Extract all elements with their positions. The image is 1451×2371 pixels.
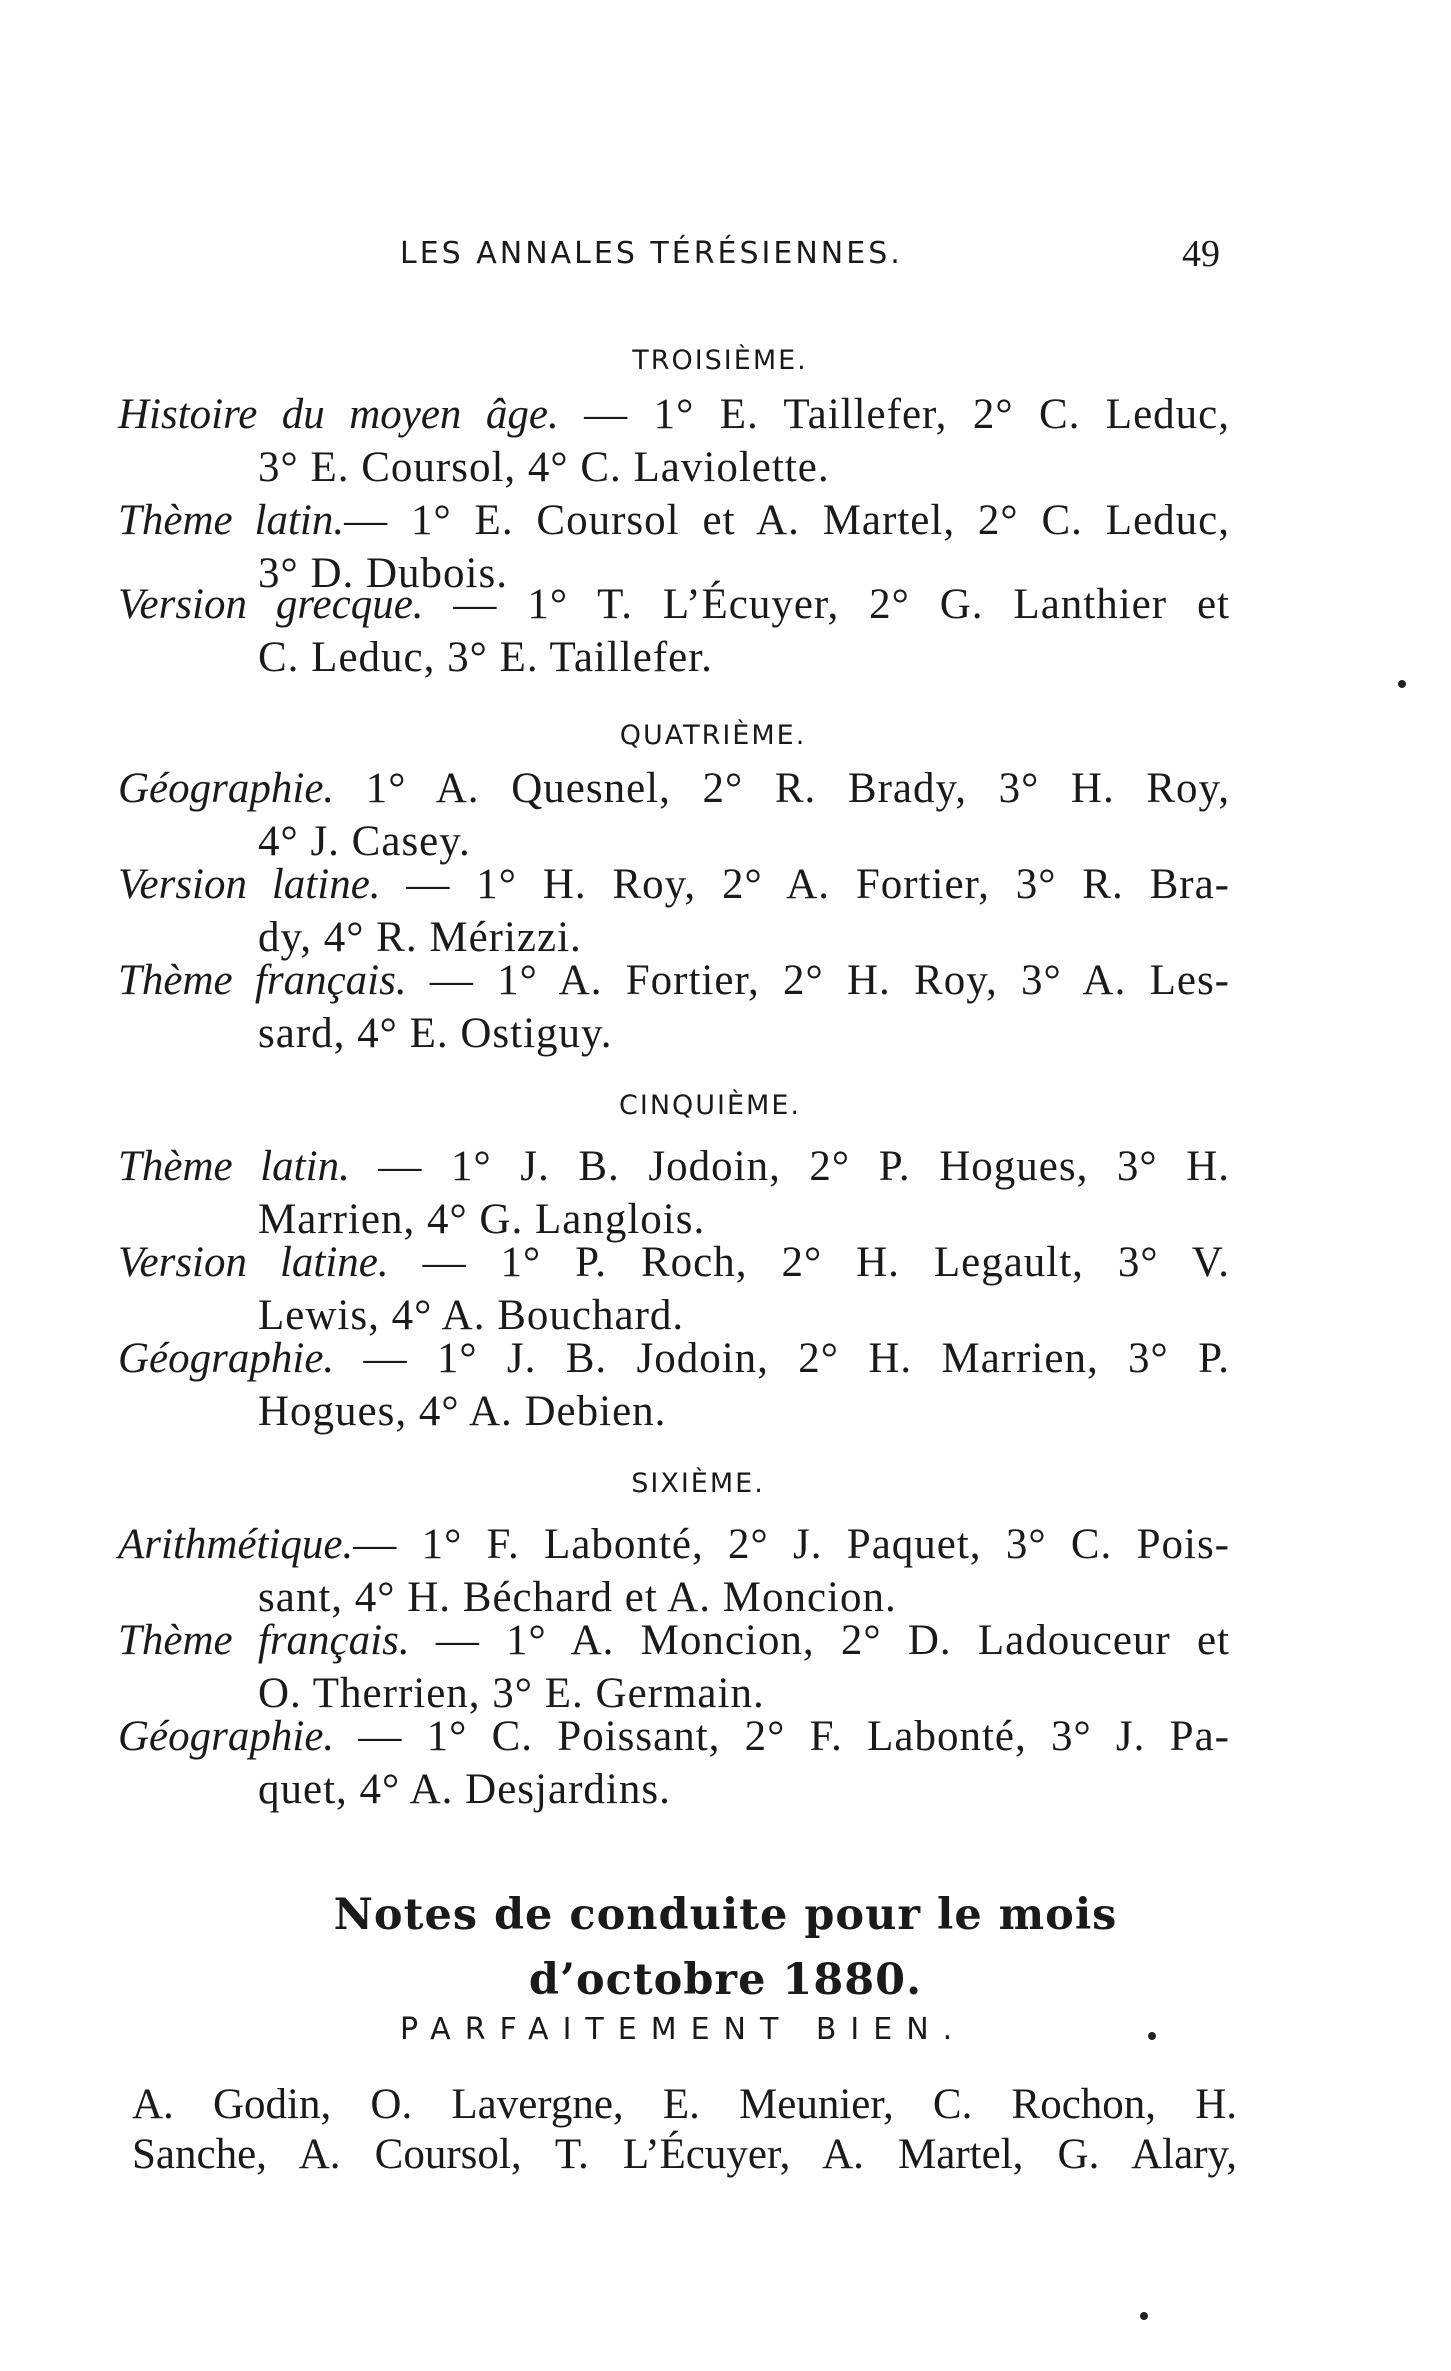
subject-label: Version latine.	[118, 861, 381, 908]
print-speck	[1398, 680, 1406, 688]
entry-text: 1° A. Quesnel, 2° R. Brady, 3° H. Roy,	[334, 765, 1230, 812]
entry-arithmetique-sixieme	[118, 1518, 1230, 1624]
page-number: 49	[1182, 233, 1220, 275]
entry-text: — 1° F. Labonté, 2° J. Paquet, 3° C. Pois-	[353, 1521, 1230, 1568]
entry-continuation: Marrien, 4° G. Langlois.	[258, 1196, 706, 1243]
entry-continuation: sard, 4° E. Ostiguy.	[258, 1010, 613, 1057]
entry-continuation: sant, 4° H. Béchard et A. Moncion.	[258, 1574, 897, 1621]
subject-label: Géographie.	[118, 1335, 335, 1382]
print-speck	[1148, 2032, 1156, 2040]
notes-title-line2: d’octobre 1880.	[528, 1955, 923, 2005]
subject-label: Géographie.	[118, 765, 335, 812]
running-title: LES ANNALES TÉRÉSIENNES.	[400, 236, 903, 271]
page-header	[400, 233, 1220, 286]
entry-geographie-cinquieme	[118, 1332, 1230, 1438]
entry-theme-francais-sixieme	[118, 1614, 1230, 1720]
section-title-sixieme: SIXIÈME.	[631, 1468, 765, 1499]
subject-label: Arithmétique.	[118, 1521, 354, 1568]
entry-continuation: C. Leduc, 3° E. Taillefer.	[258, 634, 713, 681]
subject-label: Version latine.	[118, 1239, 389, 1286]
subject-label: Géographie.	[118, 1713, 335, 1760]
subject-label: Thème latin.	[118, 497, 345, 544]
section-title-quatrieme: QUATRIÈME.	[619, 720, 807, 751]
entry-theme-latin-cinquieme	[118, 1140, 1230, 1246]
entry-text: — 1° E. Taillefer, 2° C. Leduc,	[558, 391, 1230, 438]
subject-label: Thème français.	[118, 1617, 410, 1664]
entry-version-latine-cinquieme	[118, 1236, 1230, 1342]
entry-text: — 1° C. Poissant, 2° F. Labonté, 3° J. Pa-	[334, 1713, 1230, 1760]
entry-text: — 1° J. B. Jodoin, 2° P. Hogues, 3° H.	[349, 1143, 1230, 1190]
entry-continuation: 3° D. Dubois.	[258, 550, 508, 597]
print-speck	[1140, 2312, 1148, 2320]
notes-title-line1: Notes de conduite pour le mois	[333, 1890, 1118, 1940]
grade-title: PARFAITEMENT BIEN.	[400, 2012, 967, 2047]
entry-continuation: Hogues, 4° A. Debien.	[258, 1388, 667, 1435]
section-title-cinquieme: CINQUIÈME.	[619, 1090, 801, 1121]
subject-label: Histoire du moyen âge.	[118, 391, 559, 438]
subject-label: Thème français.	[118, 957, 407, 1004]
entry-continuation: 3° E. Coursol, 4° C. Laviolette.	[258, 444, 830, 491]
entry-text: — 1° P. Roch, 2° H. Legault, 3° V.	[388, 1239, 1230, 1286]
entry-geographie-quatrieme	[118, 762, 1230, 868]
entry-version-grecque-troisieme	[118, 578, 1230, 684]
honor-names	[132, 2080, 1237, 2180]
names-line: A. Godin, O. Lavergne, E. Meunier, C. Rochon, H.	[132, 2081, 1237, 2128]
entry-continuation: dy, 4° R. Mérizzi.	[258, 914, 582, 961]
entry-continuation: quet, 4° A. Desjardins.	[258, 1766, 671, 1813]
entry-text: — 1° J. B. Jodoin, 2° H. Marrien, 3° P.	[334, 1335, 1230, 1382]
subject-label: Thème latin.	[118, 1143, 350, 1190]
entry-version-latine-quatrieme	[118, 858, 1230, 964]
entry-geographie-sixieme	[118, 1710, 1230, 1816]
entry-histoire-troisieme	[118, 388, 1230, 494]
subject-label: Version grecque.	[118, 581, 424, 628]
entry-text: — 1° H. Roy, 2° A. Fortier, 3° R. Bra-	[380, 861, 1230, 908]
entry-continuation: 4° J. Casey.	[258, 818, 471, 865]
entry-text: — 1° T. L’Écuyer, 2° G. Lanthier et	[423, 581, 1230, 628]
section-title-troisieme: TROISIÈME.	[632, 345, 808, 376]
entry-continuation: Lewis, 4° A. Bouchard.	[258, 1292, 685, 1339]
entry-continuation: O. Therrien, 3° E. Germain.	[258, 1670, 765, 1717]
names-line: Sanche, A. Coursol, T. L’Écuyer, A. Martel, G. Alary,	[132, 2131, 1237, 2178]
entry-theme-francais-quatrieme	[118, 954, 1230, 1060]
entry-text: — 1° E. Coursol et A. Martel, 2° C. Leduc,	[344, 497, 1230, 544]
entry-text: — 1° A. Moncion, 2° D. Ladouceur et	[409, 1617, 1230, 1664]
entry-text: — 1° A. Fortier, 2° H. Roy, 3° A. Les-	[406, 957, 1230, 1004]
